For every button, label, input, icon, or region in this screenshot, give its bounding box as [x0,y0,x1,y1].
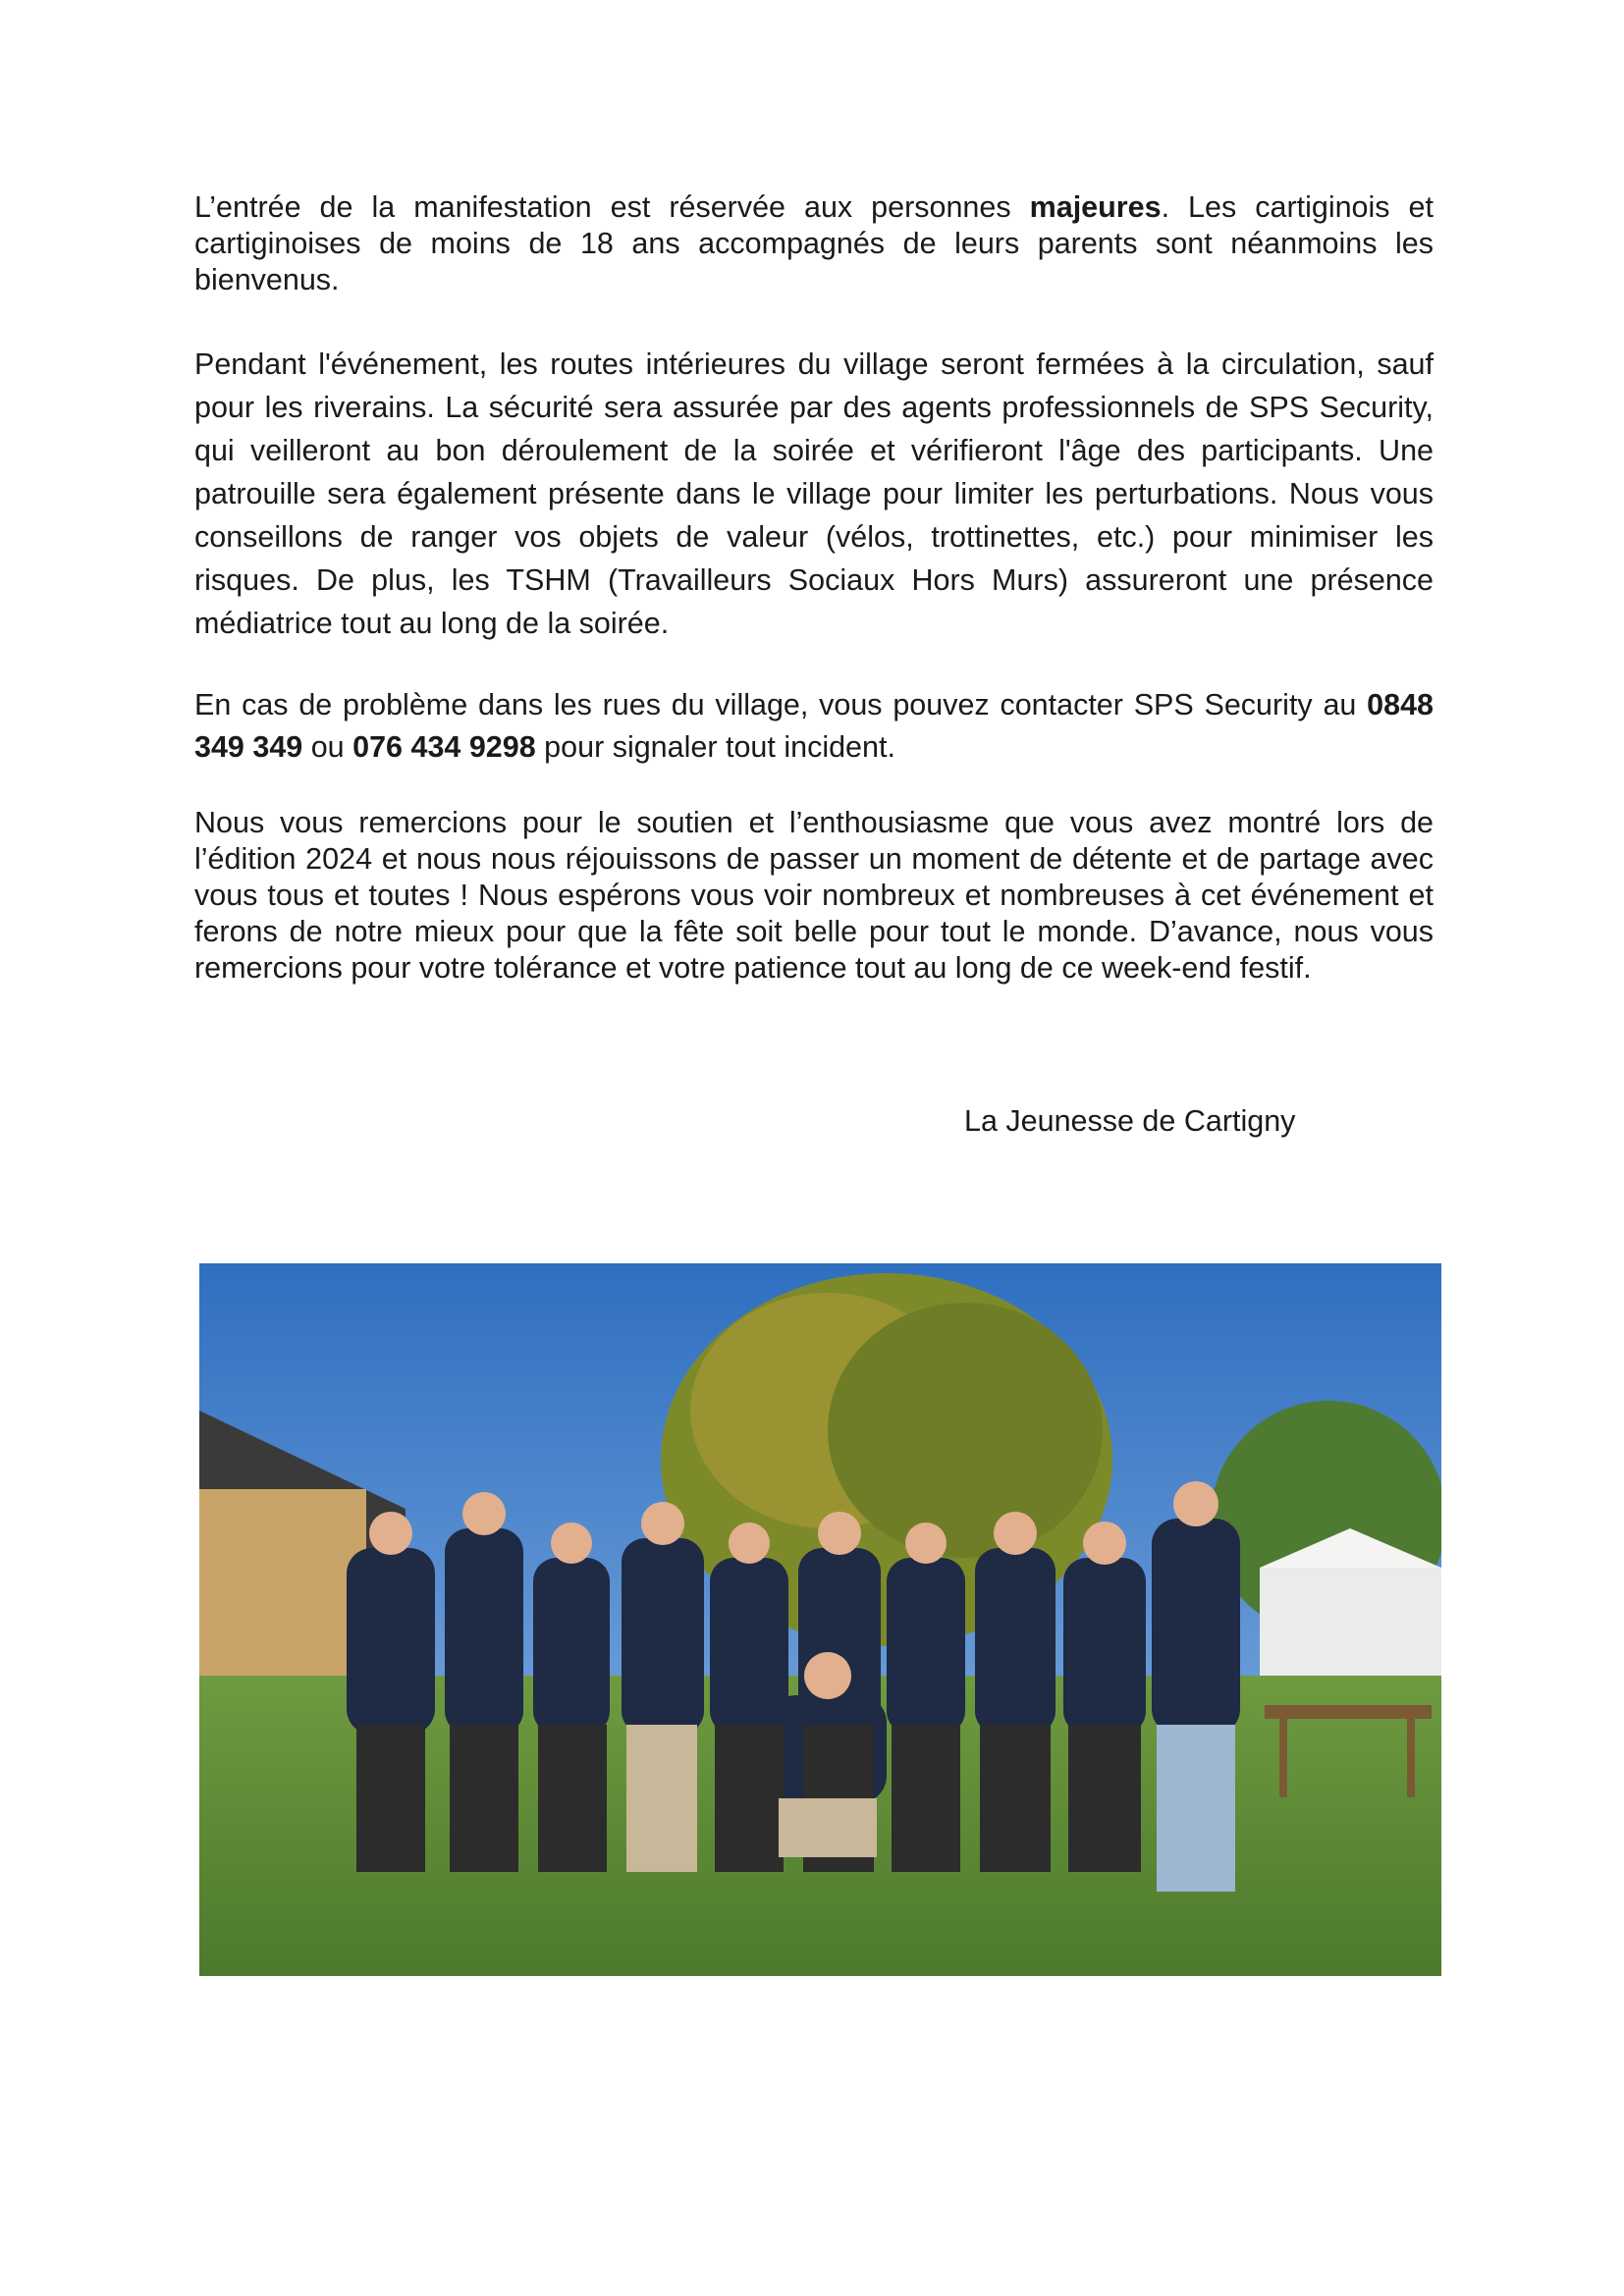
signature: La Jeunesse de Cartigny [964,1104,1296,1138]
paragraph-age-restriction: L’entrée de la manifestation est réservée aux personnes majeures. Les cartiginois et cartiginoises de moins de 18 ans accompagnés de leurs parents sont néanmoins les bienvenus. [194,190,1434,296]
group-photo [199,1263,1441,1976]
phone-number-1: 0848 349 349 [194,688,1434,764]
phone-number-2: 076 434 9298 [352,730,536,764]
paragraph-thanks: Nous vous remercions pour le soutien et l’enthousiasme que vous avez montré lors de l’édition 2024 et nous nous réjouissons de passer un moment de détente et de partage avec vous tous et toutes ! Nous espérons vous voir nombreux et nombreuses à cet événement et ferons de notre mieux pour que la fête soit belle pour tout le monde. D’avance, nous vous remercions pour votre tolérance et votre patience tout au long de ce week-end festif. [194,806,1434,985]
paragraph-security: Pendant l'événement, les routes intérieures du village seront fermées à la circulation, sauf pour les riverains. La sécurité sera assurée par des agents professionnels de SPS Security, qui veilleront au bon déroulement de la soirée et vérifieront l'âge des participants. Une patrouille sera également présente dans le village pour limiter les perturbations. Nous vous conseillons de ranger vos objets de valeur (vélos, trottinettes, etc.) pour minimiser les risques. De plus, les TSHM (Travailleurs Sociaux Hors Murs) assureront une présence médiatrice tout au long de la soirée. [194,347,1434,640]
paragraph-contact: En cas de problème dans les rues du village, vous pouvez contacter SPS Security au 0848 349 349 ou 076 434 9298 pour signaler tout incident. [194,688,1434,764]
emphasis-majeures: majeures [1029,190,1162,224]
